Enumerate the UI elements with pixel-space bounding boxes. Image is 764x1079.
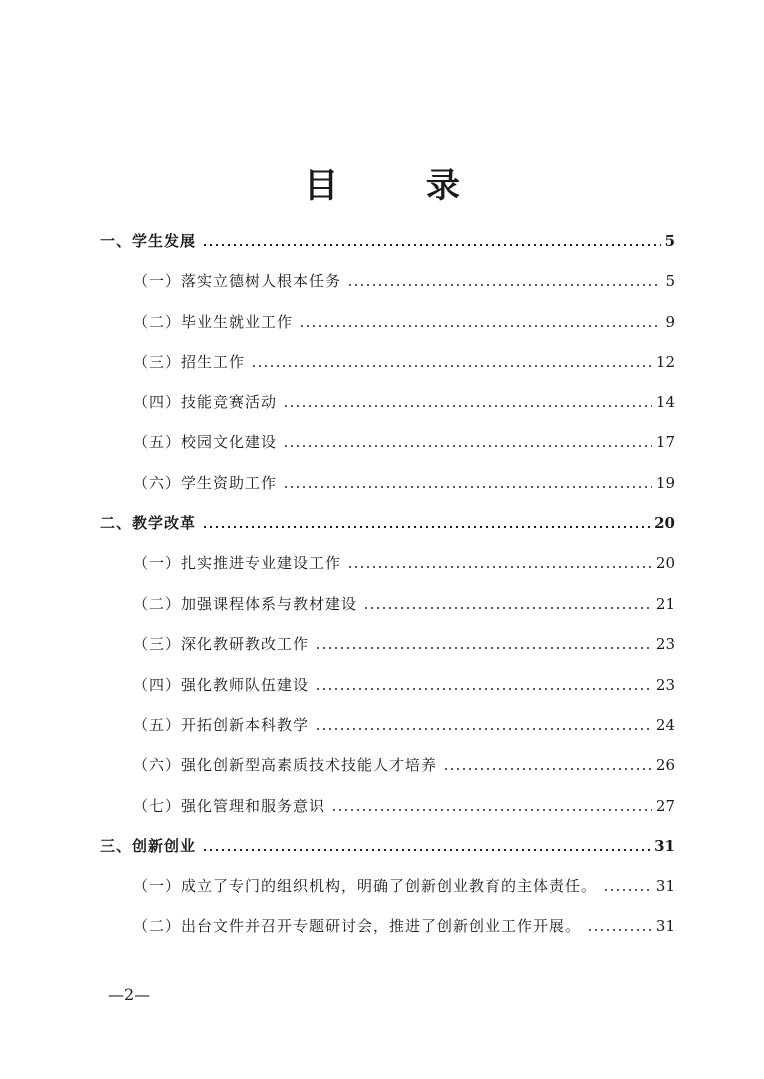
- toc-entry-page: 14: [655, 393, 675, 411]
- toc-entry-page: 26: [655, 756, 675, 774]
- toc-entry[interactable]: [133, 709, 675, 735]
- toc-entry-label: （三）深化教研教改工作: [133, 635, 310, 653]
- leader-dots: [587, 929, 652, 931]
- toc-entry-label: （二）出台文件并召开专题研讨会，推进了创新创业工作开展。: [133, 917, 582, 935]
- toc-entry-page: 27: [655, 797, 675, 815]
- toc-entry-label: （一）扎实推进专业建设工作: [133, 554, 342, 572]
- page-number-footer: —2—: [108, 985, 151, 1004]
- toc-entry[interactable]: [133, 265, 675, 291]
- toc-entry-page: 31: [655, 877, 675, 895]
- leader-dots: [443, 768, 652, 770]
- toc-entry-label: （二）毕业生就业工作: [133, 313, 294, 331]
- toc-entry-page: 12: [655, 353, 675, 371]
- toc-entry[interactable]: [133, 669, 675, 695]
- toc-entry-page: 23: [655, 635, 675, 653]
- toc-entry-page: 31: [655, 917, 675, 935]
- toc-entry-label: （三）招生工作: [133, 353, 246, 371]
- toc-entry-page: 9: [665, 313, 675, 331]
- toc-entry-page: 31: [654, 837, 675, 855]
- toc-entry-page: 5: [665, 272, 675, 290]
- leader-dots: [315, 688, 652, 690]
- toc-entry[interactable]: [133, 426, 675, 452]
- page-title: 目 录: [304, 166, 498, 206]
- toc-entry[interactable]: [133, 790, 675, 816]
- toc-entry[interactable]: [133, 870, 675, 896]
- toc-entry[interactable]: [133, 386, 675, 412]
- toc-entry[interactable]: [133, 306, 675, 332]
- toc-entry-label: （一）落实立德树人根本任务: [133, 272, 342, 290]
- leader-dots: [283, 445, 652, 447]
- toc-entry[interactable]: [133, 749, 675, 775]
- leader-dots: [331, 809, 652, 811]
- toc-entry-label: （一）成立了专门的组织机构，明确了创新创业教育的主体责任。: [133, 877, 598, 895]
- leader-dots: [251, 365, 652, 367]
- toc-entry-page: 19: [655, 474, 675, 492]
- toc-entry-page: 23: [655, 676, 675, 694]
- toc-entry-page: 20: [655, 554, 675, 572]
- toc-entry[interactable]: [133, 547, 675, 573]
- leader-dots: [202, 244, 661, 246]
- toc-entry-label: （四）技能竞赛活动: [133, 393, 278, 411]
- toc-entry[interactable]: [133, 588, 675, 614]
- leader-dots: [347, 284, 661, 286]
- toc-entry-label: （四）强化教师队伍建设: [133, 676, 310, 694]
- toc-entry-page: 20: [654, 514, 675, 532]
- leader-dots: [283, 405, 652, 407]
- toc-entry-label: 一、学生发展: [100, 232, 197, 250]
- toc-entry-label: （五）开拓创新本科教学: [133, 716, 310, 734]
- toc-entry-page: 21: [655, 595, 675, 613]
- leader-dots: [363, 607, 652, 609]
- toc-entry-page: 17: [655, 433, 675, 451]
- leader-dots: [603, 889, 652, 891]
- toc-entry[interactable]: [100, 507, 675, 533]
- leader-dots: [315, 728, 652, 730]
- toc-entry[interactable]: [133, 467, 675, 493]
- leader-dots: [315, 647, 652, 649]
- toc-entry[interactable]: [133, 910, 675, 936]
- toc-entry-label: （六）学生资助工作: [133, 474, 278, 492]
- leader-dots: [347, 566, 652, 568]
- toc-entry-page: 5: [664, 232, 675, 250]
- toc-entry-label: （五）校园文化建设: [133, 433, 278, 451]
- leader-dots: [283, 486, 652, 488]
- leader-dots: [202, 849, 650, 851]
- toc-entry[interactable]: [133, 346, 675, 372]
- toc-entry-label: （七）强化管理和服务意识: [133, 797, 326, 815]
- toc-entry-label: （二）加强课程体系与教材建设: [133, 595, 358, 613]
- toc-entry-label: 三、创新创业: [100, 837, 197, 855]
- toc-entry-label: 二、教学改革: [100, 514, 197, 532]
- toc-entry[interactable]: [133, 628, 675, 654]
- toc-entry[interactable]: [100, 225, 675, 251]
- toc-entry-label: （六）强化创新型高素质技术技能人才培养: [133, 756, 438, 774]
- leader-dots: [202, 526, 650, 528]
- toc-entry-page: 24: [655, 716, 675, 734]
- leader-dots: [299, 325, 661, 327]
- toc-entry[interactable]: [100, 830, 675, 856]
